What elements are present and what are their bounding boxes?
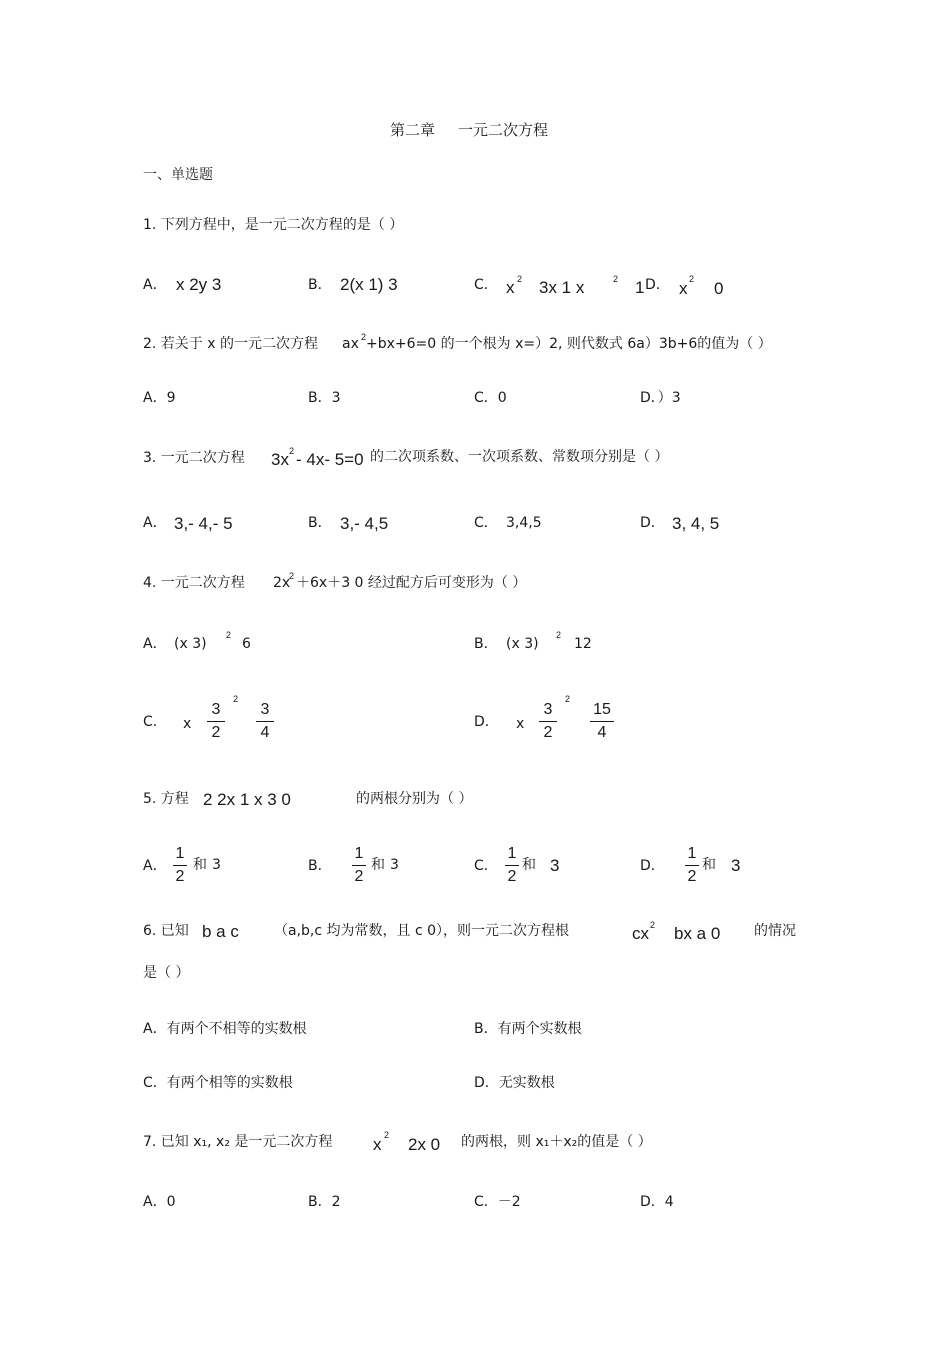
q4-stem-start: 4. 一元二次方程 bbox=[143, 575, 245, 591]
q4-option-c-rhs-denominator: 4 bbox=[260, 724, 270, 741]
q3-stem-sup: 2 bbox=[289, 446, 295, 456]
q5-stem-eq: 2 2x 1 x 3 0 bbox=[203, 790, 291, 809]
fraction-bar bbox=[173, 865, 187, 866]
q4-option-c-x: x bbox=[183, 716, 192, 732]
chapter-label: 第二章 bbox=[390, 121, 436, 139]
q5-option-b-rhs: 3 bbox=[390, 857, 399, 873]
q3-option-b-label: B． bbox=[308, 515, 332, 531]
q5-option-c-rhs: 3 bbox=[550, 856, 560, 875]
q6-stem-eq: cx bbox=[632, 924, 649, 943]
q4-option-d-label: D． bbox=[474, 714, 499, 730]
q2-stem-rest: +bx+6=0 的一个根为 x=）2, 则代数式 6a）3b+6的值为（ ） bbox=[366, 336, 772, 352]
q5-option-c-denominator: 2 bbox=[507, 868, 517, 885]
q6-option-d: D．无实数根 bbox=[474, 1075, 555, 1091]
q5-option-b-numerator: 1 bbox=[354, 845, 364, 862]
q3-option-b: 3,- 4,5 bbox=[340, 514, 389, 533]
fraction-bar bbox=[352, 865, 366, 866]
q6-option-c: C．有两个相等的实数根 bbox=[143, 1075, 293, 1091]
q4-option-a-sup: 2 bbox=[226, 630, 232, 640]
q7-option-a: A．0 bbox=[143, 1194, 176, 1210]
q5-stem-start: 5. 方程 bbox=[143, 791, 189, 807]
q4-option-c-rhs-numerator: 3 bbox=[260, 701, 270, 718]
q1-option-d-sup: 2 bbox=[689, 274, 695, 284]
fraction-bar bbox=[590, 721, 614, 722]
q5-option-a-label: A． bbox=[143, 858, 167, 874]
q6-option-a: A．有两个不相等的实数根 bbox=[143, 1021, 307, 1037]
fraction-bar bbox=[685, 865, 699, 866]
q2-option-d: D．）3 bbox=[640, 390, 681, 406]
q3-stem-end: 的二次项系数、一次项系数、常数项分别是（ ） bbox=[370, 449, 669, 465]
q5-option-a-denominator: 2 bbox=[175, 868, 185, 885]
q7-stem-end: 的两根，则 x₁＋x₂的值是（ ） bbox=[461, 1134, 652, 1150]
q1-option-d-x: x bbox=[679, 279, 688, 298]
q5-option-b-denominator: 2 bbox=[354, 868, 364, 885]
q3-option-d-label: D． bbox=[640, 515, 665, 531]
q3-option-c: 3,4,5 bbox=[506, 515, 542, 531]
q6-stem-line2: 是（ ） bbox=[143, 965, 190, 981]
q4-option-d-numerator: 3 bbox=[543, 701, 553, 718]
q1-option-a-label: A． bbox=[143, 277, 167, 293]
q2-option-b: B．3 bbox=[308, 390, 341, 406]
q4-stem-eq: 2x bbox=[273, 575, 291, 591]
q3-stem-eq-rest: - 4x- 5=0 bbox=[296, 450, 364, 469]
q4-option-d-rhs-fraction bbox=[590, 701, 614, 742]
q7-option-c: C．－2 bbox=[474, 1194, 521, 1210]
q7-stem-sup: 2 bbox=[384, 1130, 390, 1140]
q6-stem-cond: b a c bbox=[202, 922, 239, 941]
q5-option-a-numerator: 1 bbox=[175, 845, 185, 862]
q2-stem-start: 2. 若关于 x 的一元二次方程 bbox=[143, 336, 318, 352]
q4-option-d-rhs-numerator: 15 bbox=[593, 701, 611, 718]
q6-stem-mid: （a,b,c 均为常数，且 c 0），则一元二次方程根 bbox=[274, 923, 570, 939]
fraction-bar bbox=[505, 865, 519, 866]
q4-option-c-numerator: 3 bbox=[211, 701, 221, 718]
q1-stem: 1. 下列方程中，是一元二次方程的是（ ） bbox=[143, 217, 404, 233]
q5-option-c-numerator: 1 bbox=[507, 845, 517, 862]
fraction-bar bbox=[256, 721, 274, 722]
q3-stem-start: 3. 一元二次方程 bbox=[143, 450, 245, 466]
q5-option-a-fraction bbox=[173, 845, 187, 886]
q6-stem-sup: 2 bbox=[650, 920, 656, 930]
q4-option-c-sup: 2 bbox=[233, 694, 239, 704]
q4-option-a: (x 3) bbox=[174, 636, 207, 652]
q7-stem-start: 7. 已知 x₁, x₂ 是一元二次方程 bbox=[143, 1134, 333, 1150]
q1-option-c-sup2: 2 bbox=[613, 274, 619, 284]
q4-option-b-label: B． bbox=[474, 636, 498, 652]
q5-option-c-label: C． bbox=[474, 858, 498, 874]
q4-option-d-denominator: 2 bbox=[543, 724, 553, 741]
q5-option-b-fraction bbox=[352, 845, 366, 886]
q4-option-c-label: C． bbox=[143, 714, 167, 730]
q2-option-c: C．0 bbox=[474, 390, 507, 406]
q5-option-c-he: 和 bbox=[522, 857, 536, 873]
q3-option-a: 3,- 4,- 5 bbox=[174, 514, 233, 533]
q3-option-c-label: C． bbox=[474, 515, 498, 531]
q7-option-b: B．2 bbox=[308, 1194, 341, 1210]
q5-option-d-denominator: 2 bbox=[687, 868, 697, 885]
q1-option-b: 2(x 1) 3 bbox=[340, 275, 398, 294]
q4-option-d-sup: 2 bbox=[565, 694, 571, 704]
q1-option-d-rhs: 0 bbox=[714, 279, 724, 298]
q6-option-b: B．有两个实数根 bbox=[474, 1021, 582, 1037]
q4-option-b-sup: 2 bbox=[556, 630, 562, 640]
section-heading: 一、单选题 bbox=[143, 167, 213, 183]
q6-stem-eq-rest: bx a 0 bbox=[674, 924, 721, 943]
q1-option-b-label: B． bbox=[308, 277, 332, 293]
q7-stem-eq: x bbox=[373, 1135, 382, 1154]
q3-option-a-label: A． bbox=[143, 515, 167, 531]
q5-option-b-label: B． bbox=[308, 858, 332, 874]
q4-option-a-label: A． bbox=[143, 636, 167, 652]
q5-option-d-rhs: 3 bbox=[731, 856, 741, 875]
q2-option-a: A．9 bbox=[143, 390, 176, 406]
q5-option-b-he: 和 bbox=[371, 857, 385, 873]
q4-option-b-rhs: 12 bbox=[574, 636, 592, 652]
fraction-bar bbox=[539, 721, 557, 722]
fraction-bar bbox=[207, 721, 225, 722]
q1-option-c-sup: 2 bbox=[517, 274, 523, 284]
q5-option-c-fraction bbox=[505, 845, 519, 886]
q4-option-a-rhs: 6 bbox=[242, 636, 251, 652]
q4-option-d-x: x bbox=[516, 716, 525, 732]
q7-option-d: D．4 bbox=[640, 1194, 674, 1210]
q4-option-d-rhs-denominator: 4 bbox=[597, 724, 607, 741]
q4-option-c-denominator: 2 bbox=[211, 724, 221, 741]
q4-option-b: (x 3) bbox=[506, 636, 539, 652]
q3-stem-eq: 3x bbox=[271, 450, 289, 469]
q2-stem-sup: 2 bbox=[361, 332, 367, 342]
chapter-title: 一元二次方程 bbox=[458, 121, 549, 139]
q6-stem-start: 6. 已知 bbox=[143, 923, 189, 939]
q5-stem-end: 的两根分别为（ ） bbox=[356, 791, 473, 807]
q2-stem-eq: ax bbox=[342, 336, 359, 352]
q7-stem-eq-rest: 2x 0 bbox=[408, 1135, 441, 1154]
q4-option-d-fraction bbox=[539, 701, 557, 742]
q4-option-c-rhs-fraction bbox=[256, 701, 274, 742]
q1-option-c-mid: 3x 1 x bbox=[539, 278, 585, 297]
q1-option-d-label: D． bbox=[645, 277, 670, 293]
q1-option-c-label: C． bbox=[474, 277, 498, 293]
q5-option-d-numerator: 1 bbox=[687, 845, 697, 862]
q1-option-c-x: x bbox=[506, 278, 515, 297]
q1-option-a: x 2y 3 bbox=[176, 275, 222, 294]
q6-stem-end: 的情况 bbox=[754, 923, 796, 939]
q4-option-c-fraction bbox=[207, 701, 225, 742]
q5-option-a-he: 和 bbox=[193, 857, 207, 873]
q5-option-a-rhs: 3 bbox=[212, 857, 221, 873]
q4-stem-sup: 2 bbox=[289, 571, 295, 581]
q5-option-d-label: D． bbox=[640, 858, 665, 874]
q3-option-d: 3, 4, 5 bbox=[672, 514, 720, 533]
q5-option-d-he: 和 bbox=[702, 857, 716, 873]
q4-stem-rest: ＋6x＋3 0 经过配方后可变形为（ ） bbox=[296, 575, 527, 591]
q5-option-d-fraction bbox=[685, 845, 699, 886]
q1-option-c-end: 1 bbox=[635, 278, 645, 297]
